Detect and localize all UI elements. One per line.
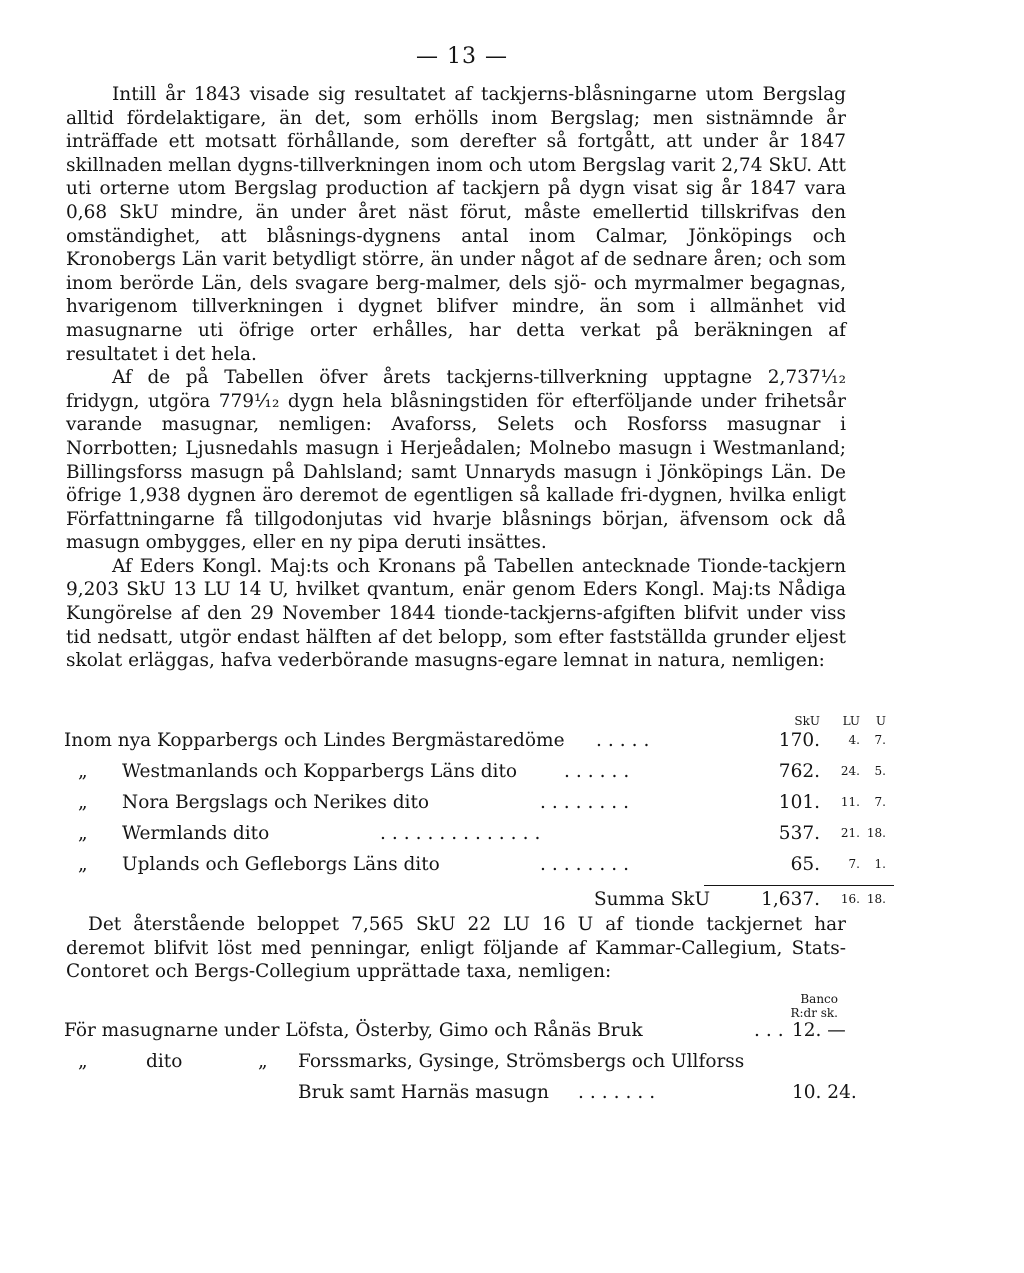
row-skep: 762. (778, 761, 820, 782)
taxa-row-dots: ....... (578, 1082, 662, 1103)
summa-rule (704, 885, 894, 886)
row-label: Wermlands dito (122, 823, 270, 844)
taxa-row-value: 12. — (792, 1020, 846, 1041)
row-lisp: 21. (840, 826, 860, 840)
header-lisp: LU (842, 714, 860, 728)
page-number: — 13 — (416, 44, 508, 69)
row-pund: 5. (874, 764, 886, 778)
row-label: Westmanlands och Kopparbergs Läns dito (122, 761, 518, 782)
summa-skep: 1,637. (761, 889, 820, 910)
row-dots: ........ (540, 792, 636, 813)
ditto-mark: „ (78, 1051, 88, 1072)
taxa-row-label: Bruk samt Harnäs masugn (298, 1082, 549, 1103)
row-dots: .............. (380, 823, 547, 844)
body-text (66, 83, 846, 673)
ditto-mark: „ (78, 792, 88, 813)
row-pund: 7. (874, 795, 886, 809)
taxa-table (64, 1020, 857, 1113)
summa-pund: 18. (866, 892, 886, 906)
summa-lisp: 16. (840, 892, 860, 906)
body-text-lower (66, 913, 846, 984)
taxa-row (64, 1020, 854, 1051)
taxa-header-banco: Banco (800, 992, 838, 1006)
ditto-mark: „ (258, 1051, 268, 1072)
row-dots: ...... (564, 761, 636, 782)
ledger-table (64, 712, 886, 915)
row-lisp: 7. (848, 857, 860, 871)
ledger-row (64, 792, 886, 823)
row-label: Uplands och Gefleborgs Läns dito (122, 854, 440, 875)
taxa-row-label: Forssmarks, Gysinge, Strömsbergs och Ullforss (298, 1051, 745, 1072)
taxa-header (770, 992, 838, 1020)
ledger-header (64, 712, 886, 730)
row-label: Inom nya Kopparbergs och Lindes Bergmästaredöme (64, 730, 565, 751)
taxa-row-label: För masugnarne under Löfsta, Österby, Gimo och Rånäs Bruk (64, 1020, 643, 1041)
paragraph-2: Af de på Tabellen öfver årets tackjerns-tillverkning upptagne 2,737¹⁄₁₂ fridygn, utgöra 779¹⁄₁₂ dygn hela blåsningstiden för efterföljande under frihetsår varande masugnar, nemligen: Avaforss, Selets och Rosforss masugnar i Norrbotten; Ljusnedahls masugn i Herjeådalen; Molnebo masugn i Westmanland; Billingsforss masugn på Dahlsland; samt Unnaryds masugn i Jönköpings Län. De öfrige 1,938 dygnen äro deremot de egentligen så kallade fri-dygnen, hvilka enligt Författningarne få tillgodonjutas vid hvarje blåsnings början, äfvensom ock då masugn ombygges, eller en ny pipa deruti insättes. (66, 367, 846, 554)
ledger-row (64, 823, 886, 854)
row-skep: 65. (790, 854, 820, 875)
taxa-row-value: 10. 24. (792, 1082, 857, 1103)
header-skep: SkU (794, 714, 820, 728)
taxa-dito: dito (146, 1051, 183, 1072)
row-dots: ........ (540, 854, 636, 875)
row-lisp: 11. (840, 795, 860, 809)
taxa-header-unit: R:dr sk. (790, 1006, 838, 1020)
row-lisp: 24. (840, 764, 860, 778)
row-skep: 101. (778, 792, 820, 813)
paragraph-1: Intill år 1843 visade sig resultatet af tackjerns-blåsningarne utom Bergslag alltid fördelaktigare, än det, som erhölls inom Bergslag; men sistnämnde år inträffade ett motsatt förhållande, som derefter så fortgått, att under år 1847 skillnaden mellan dygns-tillverkningen inom och utom Bergslag varit 2,74 SkU. Att uti orterne utom Bergslag production af tackjern på dygn visat sig år 1847 vara 0,68 SkU mindre, än under året näst förut, måste emellertid tillskrifvas den omständighet, att blåsnings-dygnens antal inom Calmar, Jönköpings och Kronobergs Län varit betydligt större, än under något af de sednare åren; och som inom berörde Län, dels svagare berg-malmer, dels sjö- och myrmalmer begagnas, hvarigenom tillverkningen i dygnet blifver mindre, än som i allmänhet vid masugnarne uti öfrige orter erhålles, har detta verkat på beräkningen af resultatet i det hela. (66, 84, 846, 365)
row-pund: 7. (874, 733, 886, 747)
taxa-row (64, 1082, 857, 1113)
ledger-row (64, 730, 886, 761)
row-pund: 18. (866, 826, 886, 840)
ledger-row (64, 761, 886, 792)
row-pund: 1. (874, 857, 886, 871)
row-skep: 537. (778, 823, 820, 844)
row-dots: ..... (596, 730, 656, 751)
paragraph-4: Det återstående beloppet 7,565 SkU 22 LU 16 U af tionde tackjernet har deremot blifvit löst med penningar, enligt följande af Kammar-Callegium, Stats-Contoret och Bergs-Collegium upprättade taxa, nemligen: (66, 914, 846, 983)
row-skep: 170. (778, 730, 820, 751)
summa-label: Summa SkU (594, 889, 711, 910)
paragraph-3: Af Eders Kongl. Maj:ts och Kronans på Tabellen antecknade Tionde-tackjern 9,203 SkU 13 LU 14 U, hvilket qvantum, enär genom Eders Kongl. Maj:ts Nådiga Kungörelse af den 29 November 1844 tionde-tackjerns-afgiften blifvit under viss tid nedsatt, utgör endast hälften af det belopp, som efter fastställda grunder eljest skolat erläggas, hafva vederbörande masugns-egare lemnat in natura, nemligen: (66, 555, 846, 672)
ledger-row (64, 854, 886, 885)
summa-row (64, 885, 886, 915)
ditto-mark: „ (78, 761, 88, 782)
ditto-mark: „ (78, 823, 88, 844)
row-label: Nora Bergslags och Nerikes dito (122, 792, 430, 813)
ditto-mark: „ (78, 854, 88, 875)
header-pund: U (875, 714, 886, 728)
taxa-row (64, 1051, 854, 1082)
row-lisp: 4. (848, 733, 860, 747)
taxa-row-dots: ... (754, 1020, 790, 1041)
